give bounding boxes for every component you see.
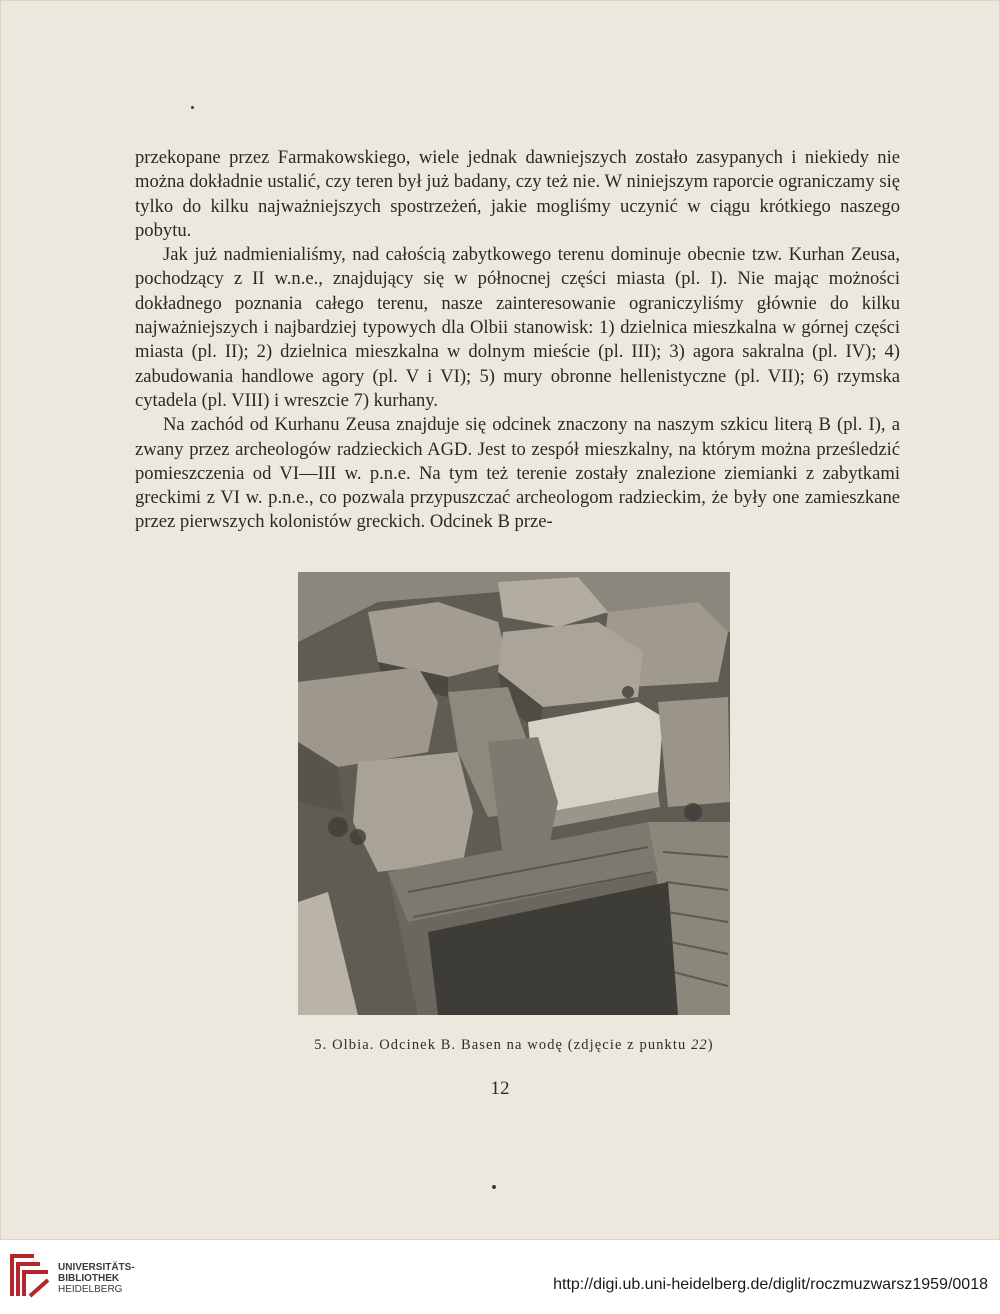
caption-close: ) [707,1037,714,1053]
source-url: http://digi.ub.uni-heidelberg.de/diglit/roczmuzwarsz1959/0018 [553,1276,988,1293]
caption-text: 5. Olbia. Odcinek B. Basen na wodę (zdjęcie z punktu [314,1037,692,1053]
paragraph-1: przekopane przez Farmakowskiego, wiele jednak dawniejszych zostało zasypanych i niekiedy nie można dokładnie ustalić, czy teren był już badany, czy też nie. W niniejszym raporcie ograniczamy się tylko do kilku najważniejszych spostrzeżeń, jakie mogliśmy uczynić w ciągu krótkiego naszego pobytu. [135,147,900,241]
dust-speck [492,1185,496,1189]
library-logo-icon [8,1250,52,1300]
paragraph-3: Na zachód od Kurhanu Zeusa znajduje się odcinek znaczony na naszym szkicu literą B (pl. I), a zwany przez archeologów radzieckich AGD. Jest to zespół mieszkalny, na którym można prześledzić pomieszczenia od VI—III w. p.n.e. Na tym też terenie zostały znalezione ziemianki z zabytkami greckimi z VI w. p.n.e., co pozwala przypuszczać archeologom radzieckim, że były one zamieszkane przez pierwszych kolonistów greckich. Odcinek B prze- [135,414,900,533]
dust-speck [191,106,194,109]
caption-point-number: 22 [691,1037,708,1053]
paragraph-2: Jak już nadmienialiśmy, nad całością zabytkowego terenu dominuje obecnie tzw. Kurhan Zeusa, pochodzący z II w.n.e., znajdujący się w północnej części miasta (pl. I). Nie mając możności dokładnego poznania całego terenu, nasze zainteresowanie ograniczyliśmy głównie do kilku najważniejszych i najbardziej typowych dla Olbii stanowisk: 1) dzielnica mieszkalna w górnej części miasta (pl. II); 2) dzielnica mieszkalna w dolnym mieście (pl. III); 3) agora sakralna (pl. IV); 4) zabudowania handlowe agory (pl. V i VI); 5) mury obronne hellenistyczne (pl. VII); 6) rzymska cytadela (pl. VIII) i wreszcie 7) kurhany. [135,244,900,411]
library-name-line-3: HEIDELBERG [58,1284,123,1295]
figure-photo [298,572,730,1015]
figure-caption [298,1037,730,1054]
library-name-line-2: BIBLIOTHEK [58,1273,120,1284]
excavation-photo [298,572,730,1015]
library-name-line-1: UNIVERSITÄTS- [58,1262,135,1273]
library-name [58,1262,135,1295]
body-text [135,146,900,535]
page-number: 12 [490,1078,510,1099]
